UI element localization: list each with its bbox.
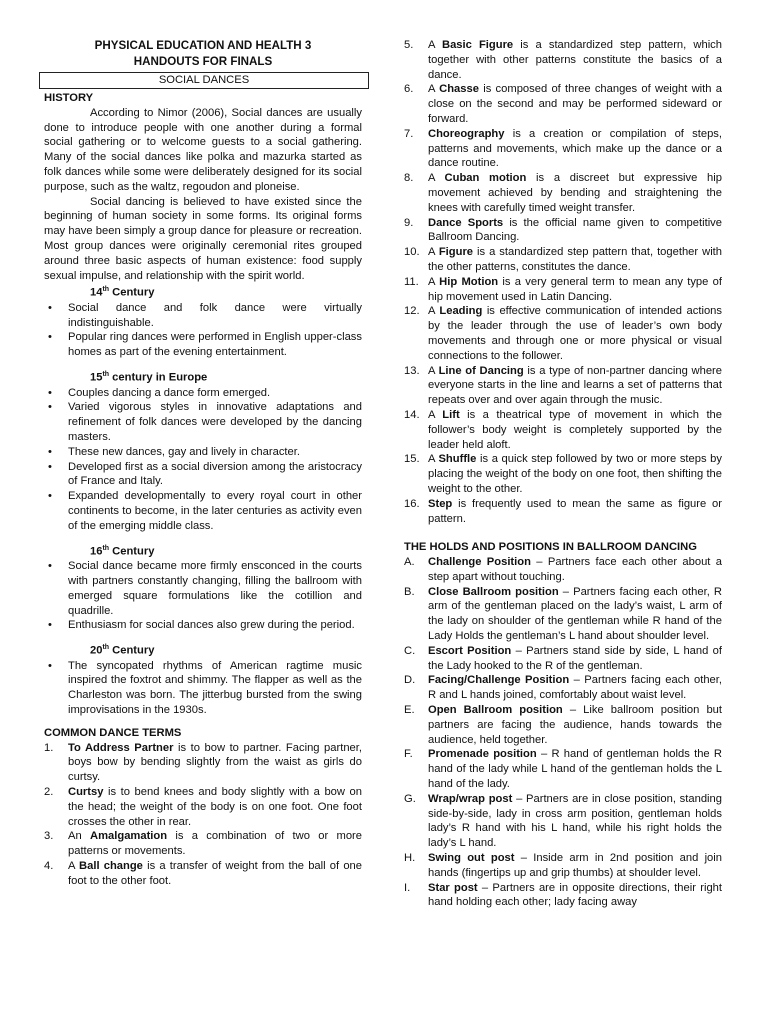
list-item: 13. A Line of Dancing is a type of non-partner dancing where everyone starts in the line and learns a set of patterns that repeats over and over again through the music. [404, 364, 722, 407]
right-column [404, 38, 722, 910]
history-heading: HISTORY [44, 92, 94, 104]
dance-terms-list-left [44, 741, 362, 889]
list-item: 16. Step is frequently used to mean the same as figure or pattern. [404, 497, 722, 525]
list-item: 9. Dance Sports is the official name given to competitive Ballroom Dancing. [404, 216, 722, 244]
list-item: 7. Choreography is a creation or compilation of steps, patterns and movements, which make up the dance or a dance routine. [404, 127, 722, 170]
list-item: 10. A Figure is a standardized step pattern that, together with the other patterns, constitutes the dance. [404, 246, 723, 273]
list-item: 15. A Shuffle is a quick step followed by two or more steps by placing the weight of the body on one foot, then shifting the weight to the other. [404, 453, 722, 495]
century-16-heading: 16th Century [90, 544, 155, 558]
list-item: 4. A Ball change is a transfer of weight from the ball of one foot to the other foot. [44, 859, 362, 887]
list-item: D. Facing/Challenge Position – Partners facing each other, R and L hands joined, comfortably about waist level. [404, 674, 722, 702]
century-16-list [44, 559, 362, 633]
list-item: • Enthusiasm for social dances also grew during the period. [44, 618, 362, 633]
list-item: • Developed first as a social diversion among the aristocracy of France and Italy. [44, 460, 362, 490]
list-item: 3. An Amalgamation is a combination of two or more patterns or movements. [44, 830, 363, 858]
list-item: 6. A Chasse is composed of three changes of weight with a close on the second and may be performed sideward or forward. [404, 83, 722, 125]
list-item: • The syncopated rhythms of American ragtime music inspired the foxtrot and shimmy. The flapper as well as the Charleston was born. The jitterbug bursted from the swing improvisations in the 1930s. [44, 659, 362, 718]
list-item: 11. A Hip Motion is a very general term to mean any type of hip movement used in Latin Dancing. [404, 275, 722, 303]
century-14-list [44, 301, 362, 360]
history-paragraph-1: According to Nimor (2006), Social dances are usually done to introduce people with one another during a formal social gathering or to welcome guests to a social gathering. Many of the social dances like polka and mazurka started as folk dances while some were deliberately designed for its social purpose, such as the waltz, regoudon and ploneise. [44, 106, 362, 193]
title-line-2: HANDOUTS FOR FINALS [133, 55, 273, 68]
list-item: • Couples dancing a dance form emerged. [44, 386, 362, 401]
list-item: E. Open Ballroom position – Like ballroom position but partners are facing the audience, hands towards the audience, held together. [404, 704, 722, 746]
century-14-heading: 14th Century [90, 286, 155, 300]
list-item: I. Star post – Partners are in opposite directions, their right hand holding each other; lady facing away [404, 881, 722, 909]
list-item: A. Challenge Position – Partners face each other about a step apart without touching. [404, 556, 722, 583]
list-item: C. Escort Position – Partners stand side by side, L hand of the Lady hooked to the R of the gentleman. [404, 644, 722, 672]
left-column [44, 38, 362, 889]
list-item: H. Swing out post – Inside arm in 2nd position and join hands (fingertips up and grip thumbs) at shoulder level. [404, 852, 722, 879]
list-item: G. Wrap/wrap post – Partners are in close position, standing side-by-side, lady in cross arm position, gentleman holds lady’s R hand with his L hand, while his right holds the lady’s L hand. [404, 792, 722, 850]
dance-terms-heading: COMMON DANCE TERMS [44, 726, 182, 739]
list-item: 1. To Address Partner is to bow to partner. Facing partner, boys bow by bending slightly from the waist as girls do curtsy. [44, 741, 362, 784]
list-item: • These new dances, gay and lively in character. [44, 445, 362, 460]
list-item: B. Close Ballroom position – Partners facing each other, R arm of the gentleman placed on the lady’s waist, L arm of the lady on shoulder of the gentleman while R hand of the Lady Holds the gentleman’s L hand about shoulder level. [404, 585, 722, 643]
list-item: • Varied vigorous styles in innovative adaptations and refinement of folk dances were developed by the dancing masters. [44, 400, 362, 444]
list-item: • Expanded developmentally to every royal court in other continents to become, in the later centuries as activity even of the emerging middle class. [44, 489, 362, 533]
history-paragraph-2: Social dancing is believed to have existed since the beginning of human society in some forms. Its original forms may have been simply a group dance for pleasure or recreation. Most group dances were originally ceremonial rites grouped around three basic aspects of human existence: food supply sexual impulse, and relationship with the spirit world. [44, 195, 362, 282]
section-box-social-dances: SOCIAL DANCES [39, 72, 369, 89]
holds-list [404, 555, 722, 910]
list-item: F. Promenade position – R hand of gentleman holds the R hand of the lady while L hand of the gentleman holds the L hand of the lady. [404, 748, 722, 791]
century-15-heading: 15th century in Europe [90, 371, 208, 384]
holds-heading: THE HOLDS AND POSITIONS IN BALLROOM DANCING [404, 541, 697, 554]
list-item: • Social dance became more firmly ensconced in the courts with partners constantly changing, filling the ballroom with emerged square formulations like the cotillion and quadrille. [44, 559, 362, 618]
century-15-list [44, 386, 362, 534]
list-item: 5. A Basic Figure is a standardized step pattern, which together with other patterns constitute the basics of a dance. [404, 39, 722, 81]
list-item: • Popular ring dances were performed in English upper-class homes as part of the evening entertainment. [44, 330, 362, 360]
list-item: • Social dance and folk dance were virtually indistinguishable. [44, 301, 362, 331]
dance-terms-list-right [404, 38, 722, 526]
title-line-1: PHYSICAL EDUCATION AND HEALTH 3 [94, 39, 312, 52]
century-20-heading: 20th Century [90, 644, 155, 657]
century-20-list [44, 659, 362, 718]
list-item: 14. A Lift is a theatrical type of movement in which the follower’s body weight is completely supported by the leader held aloft. [404, 408, 722, 451]
list-item: 8. A Cuban motion is a discreet but expressive hip movement achieved by bending and straightening the knees with carefully timed weight transfer. [404, 172, 722, 214]
list-item: 2. Curtsy is to bend knees and body slightly with a bow on the head; the weight of the body is on one foot. One foot crosses the other in rear. [44, 786, 362, 828]
list-item: 12. A Leading is effective communication of intended actions by the leader through the use of leader’s own body movements and through one or more physical or visual connections to the follower. [404, 305, 722, 362]
